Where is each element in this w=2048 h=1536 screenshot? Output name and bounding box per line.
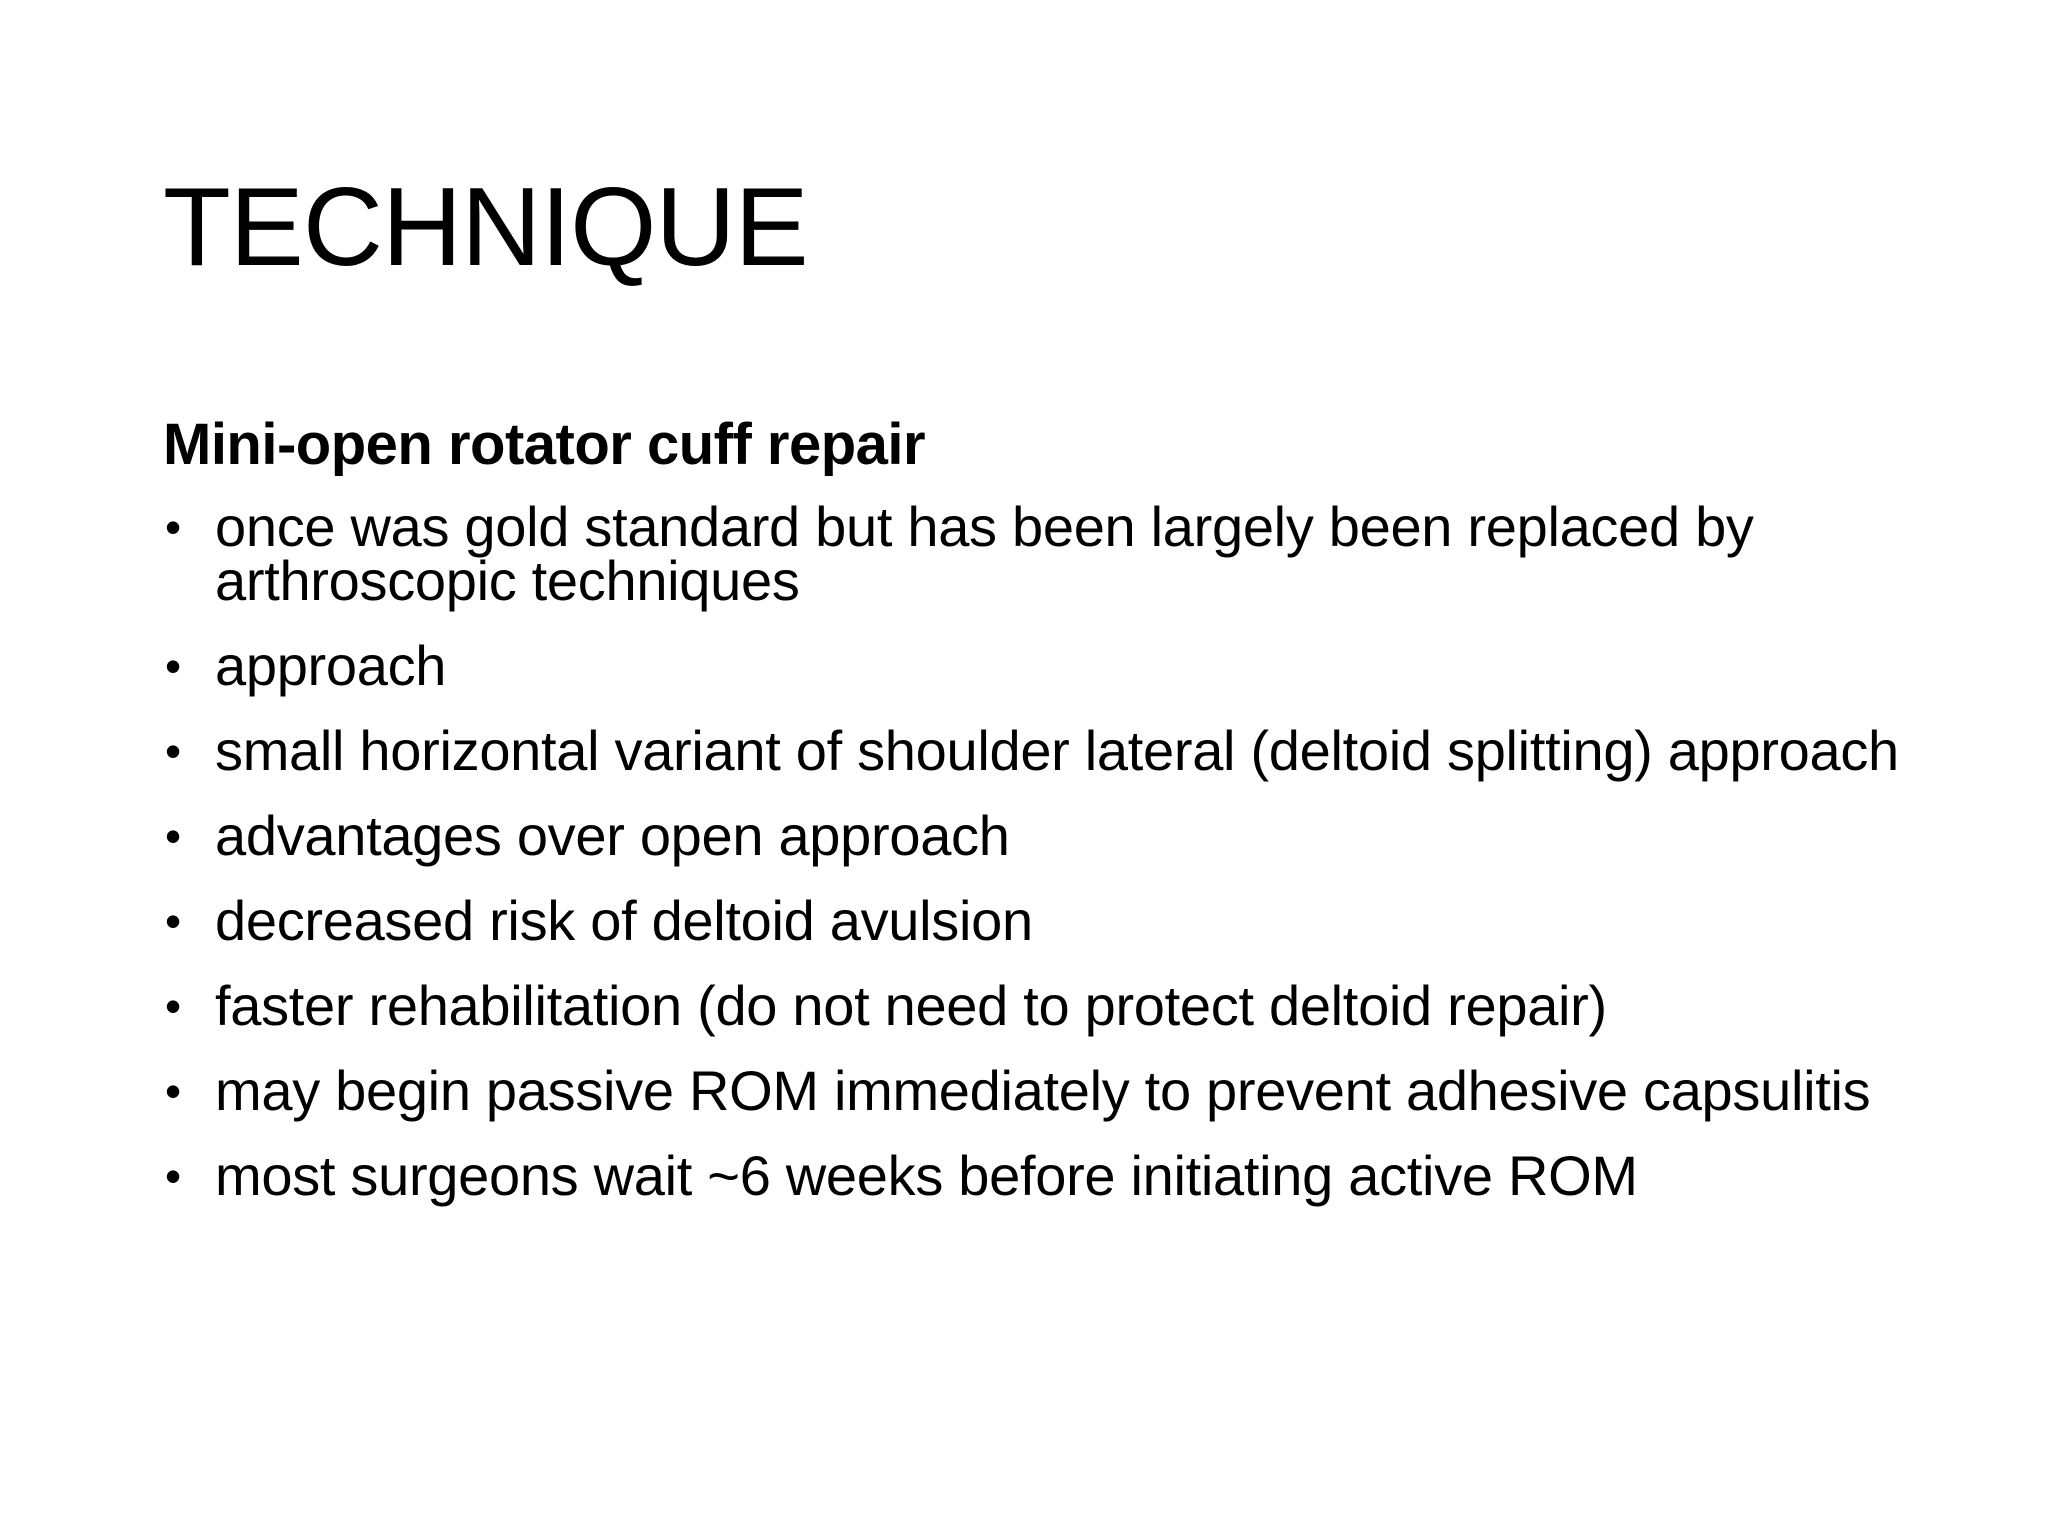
section-heading: Mini-open rotator cuff repair <box>163 412 926 477</box>
bullet-item <box>163 804 1923 867</box>
bullet-dot-icon: • <box>165 501 181 553</box>
bullet-text: once was gold standard but has been largely been replaced by arthroscopic techniques <box>215 495 1754 612</box>
bullet-item <box>163 889 1923 952</box>
bullet-item <box>163 1059 1923 1122</box>
bullet-text: faster rehabilitation (do not need to protect deltoid repair) <box>215 974 1607 1037</box>
bullet-text: approach <box>215 634 447 697</box>
bullet-dot-icon: • <box>165 980 181 1032</box>
bullet-text: small horizontal variant of shoulder lateral (deltoid splitting) approach <box>215 719 1899 782</box>
bullet-text: may begin passive ROM immediately to prevent adhesive capsulitis <box>215 1059 1871 1122</box>
bullet-item <box>163 1144 1923 1207</box>
bullet-dot-icon: • <box>165 640 181 692</box>
bullet-dot-icon: • <box>165 810 181 862</box>
bullet-dot-icon: • <box>165 725 181 777</box>
bullet-item <box>163 974 1923 1037</box>
bullet-text: most surgeons wait ~6 weeks before initiating active ROM <box>215 1144 1638 1207</box>
bullet-dot-icon: • <box>165 1150 181 1202</box>
bullet-dot-icon: • <box>165 895 181 947</box>
bullet-dot-icon: • <box>165 1065 181 1117</box>
bullet-item <box>163 495 1923 612</box>
bullet-item <box>163 719 1923 782</box>
bullet-text: decreased risk of deltoid avulsion <box>215 889 1033 952</box>
bullet-text: advantages over open approach <box>215 804 1010 867</box>
bullet-list <box>163 495 1923 1207</box>
slide-title: TECHNIQUE <box>163 165 808 289</box>
slide-content <box>163 410 1923 1234</box>
bullet-item <box>163 634 1923 697</box>
